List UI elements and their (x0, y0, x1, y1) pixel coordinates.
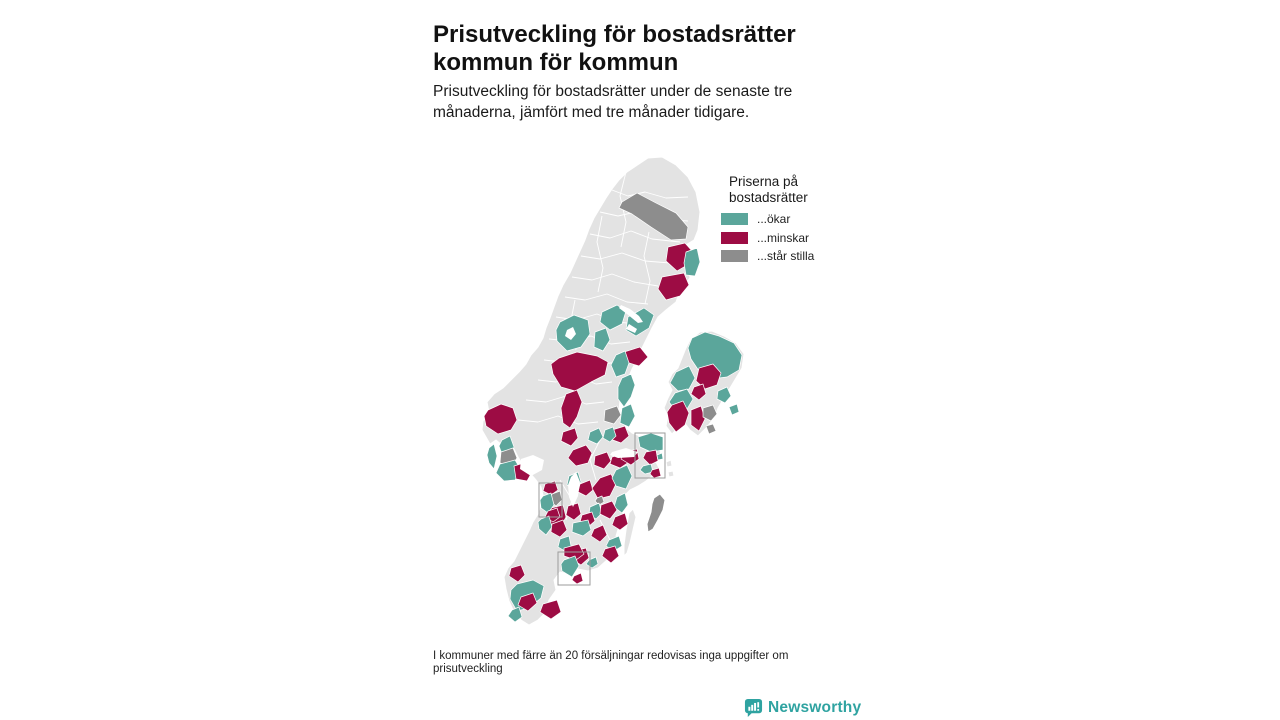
landmass-islet-1 (666, 460, 672, 467)
landmass-islet-2 (668, 471, 674, 477)
legend-item-decrease: ...minskar (721, 232, 849, 244)
decrease-swatch (721, 232, 748, 244)
municipality-region-down (658, 273, 689, 300)
municipality-region-up (508, 607, 522, 622)
increase-swatch (721, 213, 748, 225)
newsworthy-logo-icon (744, 698, 763, 718)
subtitle-line-2: månaderna, jämfört med tre månader tidigare. (433, 104, 750, 121)
page-subtitle (433, 81, 843, 123)
footnote: I kommuner med färre än 20 försäljningar redovisas inga uppgifter om prisutveckling (433, 650, 789, 675)
map-legend (729, 174, 849, 269)
subtitle-line-1: Prisutveckling för bostadsrätter under de senaste tre (433, 83, 793, 100)
newsworthy-logo-text: Newsworthy (768, 699, 862, 716)
municipality-region-up (487, 444, 497, 469)
legend-items (729, 213, 849, 262)
flat-swatch (721, 250, 748, 262)
newsworthy-logo (744, 698, 861, 718)
page-title: Prisutveckling för bostadsrätter kommun för kommun (433, 21, 796, 77)
legend-title: Priserna på bostadsrätter (729, 174, 808, 205)
municipality-region-flat (706, 424, 716, 434)
legend-item-increase: ...ökar (721, 213, 849, 225)
landmass-gotland (647, 494, 665, 532)
legend-item-flat: ...står stilla (721, 250, 849, 262)
municipality-region-up (620, 404, 635, 427)
municipality-region-up (684, 248, 700, 276)
municipality-region-up (729, 404, 739, 415)
